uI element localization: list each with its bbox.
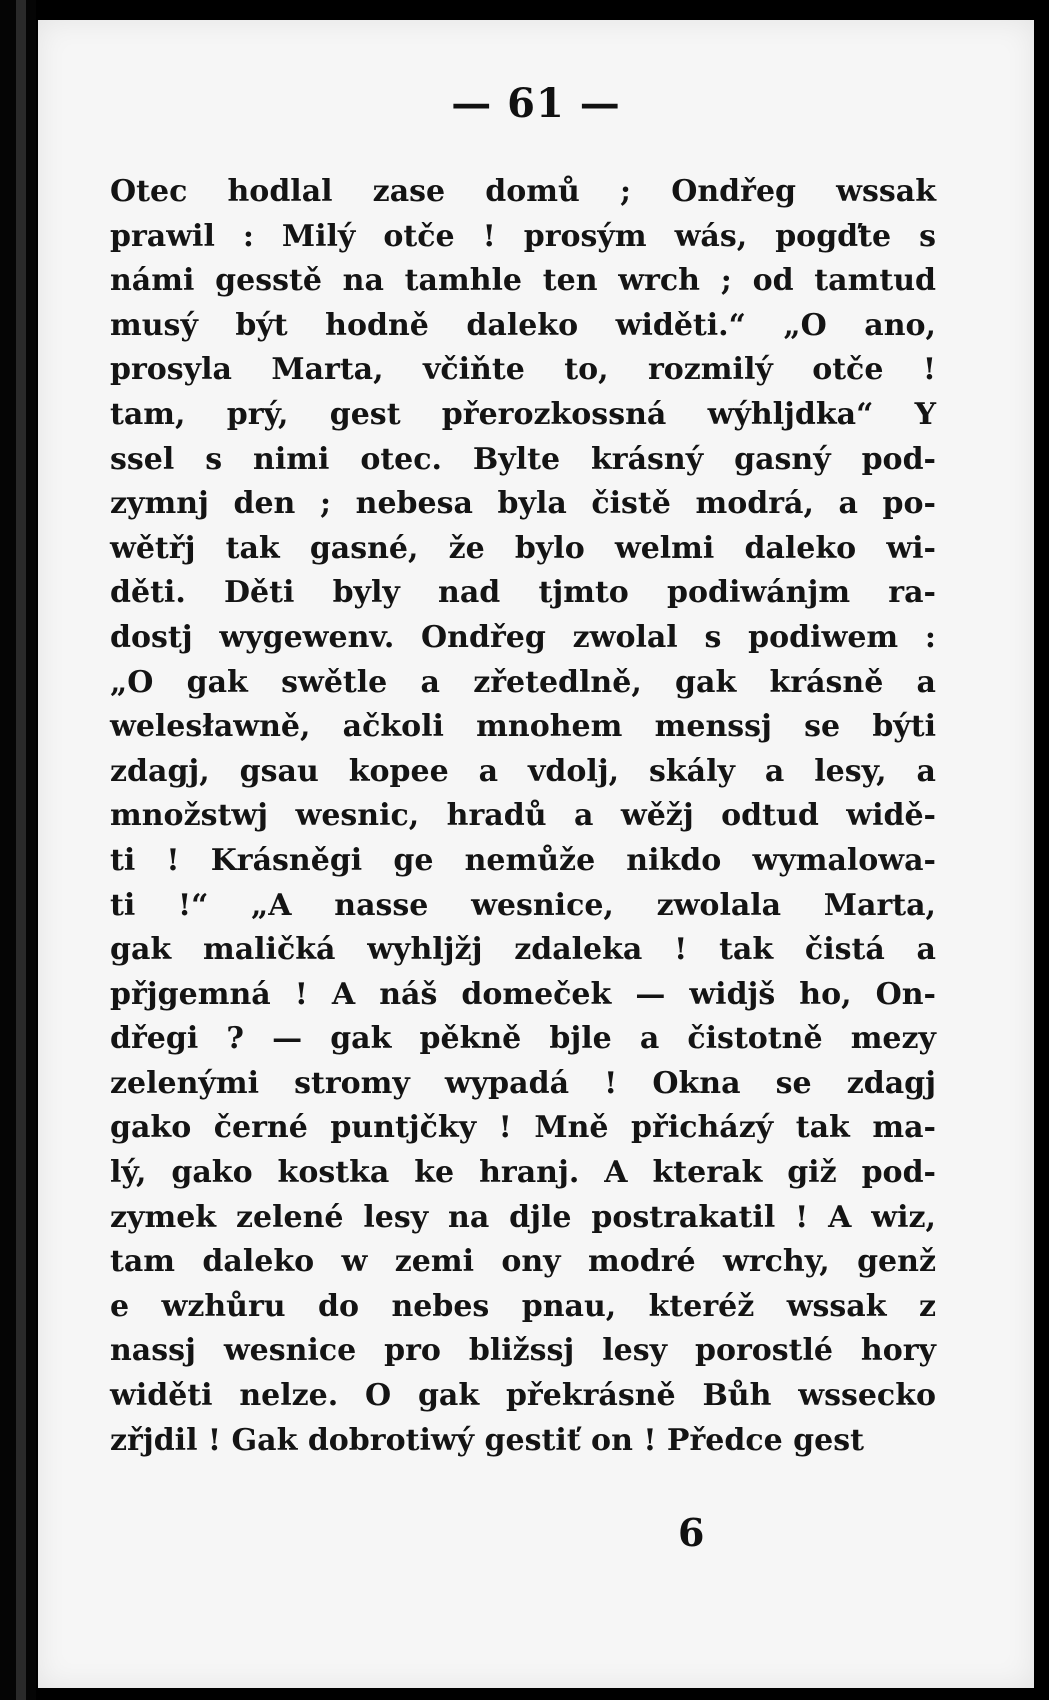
text-line: prawil : Milý otče ! prosým wás, pogďte s <box>110 218 936 254</box>
scan-border-strip <box>16 0 26 1700</box>
text-line: ti ! Krásněgi ge nemůže nikdo wymalowa- <box>110 842 936 878</box>
text-line: wětřj tak gasné, že bylo welmi daleko wi- <box>110 530 936 566</box>
text-line: dostj wygewenv. Ondřeg zwolal s podiwem : <box>110 619 936 655</box>
text-line: tam, prý, gest přerozkossná wýhljdka“ Y <box>110 396 936 432</box>
text-line: ti !“ „A nasse wesnice, zwolala Marta, <box>110 887 936 923</box>
text-line: Otec hodlal zase domů ; Ondřeg wssak <box>110 174 936 209</box>
text-line: gako černé puntjčky ! Mně přicházý tak ma- <box>110 1110 936 1146</box>
text-line: zelenými stromy wypadá ! Okna se zdagj <box>110 1065 936 1101</box>
body-text <box>110 170 936 1463</box>
text-line: množstwj wesnic, hradů a wěžj odtud widě- <box>110 798 936 834</box>
text-line: widěti nelze. O gak překrásně Bůh wsseckо <box>110 1378 936 1414</box>
page-number: — 61 — <box>451 80 621 127</box>
text-line: námi gesstě na tamhle ten wrch ; od tamtud <box>110 263 936 299</box>
text-line: děti. Děti byly nad tjmto podiwánjm ra- <box>110 575 936 611</box>
text-line: přjgemná ! A náš domeček — widjš ho, On- <box>110 976 936 1012</box>
text-line: tam daleko w zemi ony modré wrchy, genž <box>110 1244 936 1280</box>
signature-mark: 6 <box>678 1510 705 1555</box>
text-line: „O gak swětle a zřetedlně, gak krásně a <box>110 664 936 700</box>
text-line: lý, gako kostka ke hranj. A kterak giž pod- <box>110 1155 936 1191</box>
text-line: prosyla Marta, včiňte to, rozmilý otče ! <box>110 352 936 388</box>
text-line: zymek zelené lesy na djle postrakatil ! A wiz, <box>110 1199 936 1235</box>
text-line: zymnj den ; nebesa byla čistě modrá, a po- <box>110 486 936 522</box>
text-line: gak maličká wyhljžj zdaleka ! tak čistá a <box>110 932 936 968</box>
text-line: e wzhůru do nebes pnau, kteréž wssak z <box>110 1288 936 1324</box>
book-page <box>38 20 1034 1688</box>
text-line: zdagj, gsau kopee a vdolj, skály a lesy, a <box>110 753 936 789</box>
text-line: welesławně, ačkoli mnohem menssj se býti <box>110 709 936 745</box>
text-line: ssel s nimi otec. Bylte krásný gasný pod- <box>110 441 936 477</box>
text-line: nassj wesnice pro bližssj lesy porostlé hory <box>110 1333 936 1369</box>
text-line: musý být hodně daleko widěti.“ „O ano, <box>110 307 936 343</box>
text-line: dřegi ? — gak pěkně bjle a čistotně mezy <box>110 1021 936 1057</box>
text-line: zřjdil ! Gak dobrotiwý gestiť on ! Předce gest <box>110 1422 864 1458</box>
